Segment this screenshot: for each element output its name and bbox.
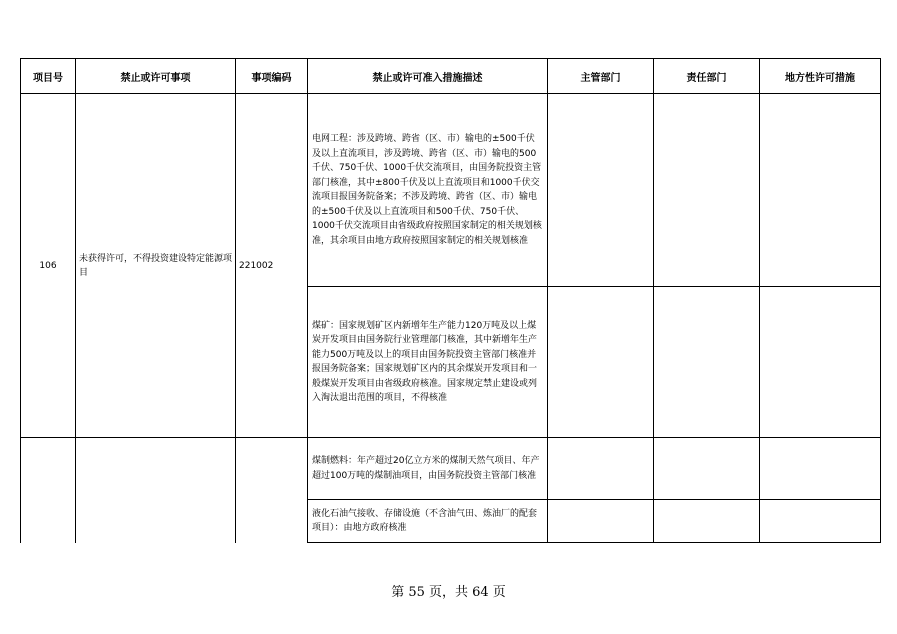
competent-department-cell bbox=[548, 500, 654, 543]
header-item-number: 项目号 bbox=[21, 59, 76, 94]
local-measures-cell bbox=[760, 287, 881, 438]
competent-department-cell bbox=[548, 438, 654, 500]
competent-department-cell bbox=[548, 94, 654, 287]
description-cell: 煤制燃料：年产超过20亿立方米的煤制天然气项目、年产超过100万吨的煤制油项目，由国务院投资主管部门核准 bbox=[308, 438, 548, 500]
local-measures-cell bbox=[760, 94, 881, 287]
responsible-department-cell bbox=[654, 500, 760, 543]
item-number-cell bbox=[21, 438, 76, 543]
page-number-footer: 第 55 页，共 64 页 bbox=[391, 585, 506, 600]
header-item-code: 事项编码 bbox=[236, 59, 308, 94]
description-cell: 液化石油气接收、存储设施（不含油气田、炼油厂的配套项目）：由地方政府核准 bbox=[308, 500, 548, 543]
item-name-cell bbox=[76, 438, 236, 543]
header-item-name: 禁止或许可事项 bbox=[76, 59, 236, 94]
description-cell: 煤矿：国家规划矿区内新增年生产能力120万吨及以上煤炭开发项目由国务院行业管理部门核准，其中新增年生产能力500万吨及以上的项目由国务院投资主管部门核准并报国务院备案；国家规划矿区内的其余煤炭开发项目和一般煤炭开发项目由省级政府核准。国家规定禁止建设或列入淘汰退出范围的项目，不得核准 bbox=[308, 287, 548, 438]
description-cell: 电网工程：涉及跨境、跨省（区、市）输电的±500千伏及以上直流项目，涉及跨境、跨省（区、市）输电的500千伏、750千伏、1000千伏交流项目，由国务院投资主管部门核准，其中±800千伏及以上直流项目和1000千伏交流项目报国务院备案；不涉及跨境、跨省（区、市）输电的±500千伏及以上直流项目和500千伏、750千伏、1000千伏交流项目由省级政府按照国家制定的相关规划核准，其余项目由地方政府按照国家制定的相关规划核准 bbox=[308, 94, 548, 287]
header-responsible-department: 责任部门 bbox=[654, 59, 760, 94]
responsible-department-cell bbox=[654, 287, 760, 438]
item-name-cell: 未获得许可，不得投资建设特定能源项目 bbox=[76, 94, 236, 438]
responsible-department-cell bbox=[654, 438, 760, 500]
responsible-department-cell bbox=[654, 94, 760, 287]
table-row bbox=[21, 438, 881, 500]
header-measure-description: 禁止或许可准入措施描述 bbox=[308, 59, 548, 94]
item-number-cell: 106 bbox=[21, 94, 76, 438]
item-code-cell bbox=[236, 438, 308, 543]
local-measures-cell bbox=[760, 438, 881, 500]
table-header-row bbox=[21, 59, 881, 94]
table-row bbox=[21, 94, 881, 287]
header-local-measures: 地方性许可措施 bbox=[760, 59, 881, 94]
header-competent-department: 主管部门 bbox=[548, 59, 654, 94]
item-code-cell: 221002 bbox=[236, 94, 308, 438]
approval-measures-table bbox=[20, 58, 880, 543]
competent-department-cell bbox=[548, 287, 654, 438]
local-measures-cell bbox=[760, 500, 881, 543]
